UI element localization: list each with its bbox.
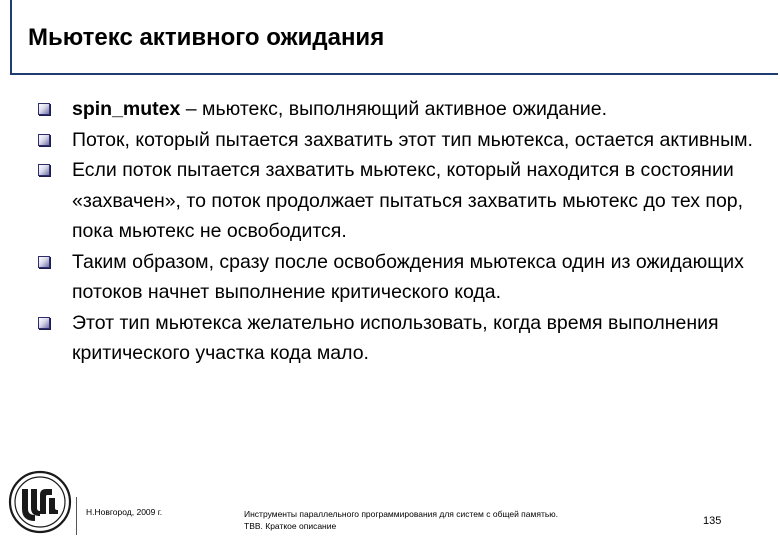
bullet-item (38, 155, 768, 247)
square-bullet-icon (38, 317, 50, 329)
footer-course-title: Инструменты параллельного программирования для систем с общей памятью. (244, 509, 559, 519)
bullet-list (38, 94, 768, 369)
slide-title: Мьютекс активного ожидания (28, 24, 385, 51)
bullet-text: Таким образом, сразу после освобождения мьютекса один из ожидающих потоков начнет выполнение критического кода. (72, 250, 744, 303)
bullet-lead-text: spin_mutex (72, 98, 181, 120)
square-bullet-icon (38, 164, 50, 176)
bullet-item (38, 94, 768, 125)
square-bullet-icon (38, 134, 50, 146)
university-logo (8, 470, 72, 534)
footer-course-subtitle: ТВВ. Краткое описание (244, 521, 337, 531)
square-bullet-icon (38, 256, 50, 268)
bullet-item (38, 247, 768, 308)
bullet-text: Поток, который пытается захватить этот тип мьютекса, остается активным. (72, 128, 753, 151)
page-number: 135 (703, 515, 722, 527)
title-divider-horizontal (10, 73, 778, 75)
footer-divider (76, 497, 77, 535)
bullet-item (38, 125, 768, 156)
footer-course-info (244, 508, 558, 532)
title-divider-vertical (10, 0, 12, 74)
bullet-text: – мьютекс, выполняющий активное ожидание. (180, 98, 608, 120)
bullet-text: Если поток пытается захватить мьютекс, который находится в состоянии «захвачен», то поток продолжает пытаться захватить мьютекс до тех пор, пока мьютекс не освободится. (72, 159, 744, 242)
footer-location-date: Н.Новгород, 2009 г. (86, 507, 163, 517)
square-bullet-icon (38, 103, 50, 115)
bullet-text: Этот тип мьютекса желательно использовать, когда время выполнения критического участка кода мало. (72, 311, 719, 364)
bullet-item (38, 308, 768, 369)
